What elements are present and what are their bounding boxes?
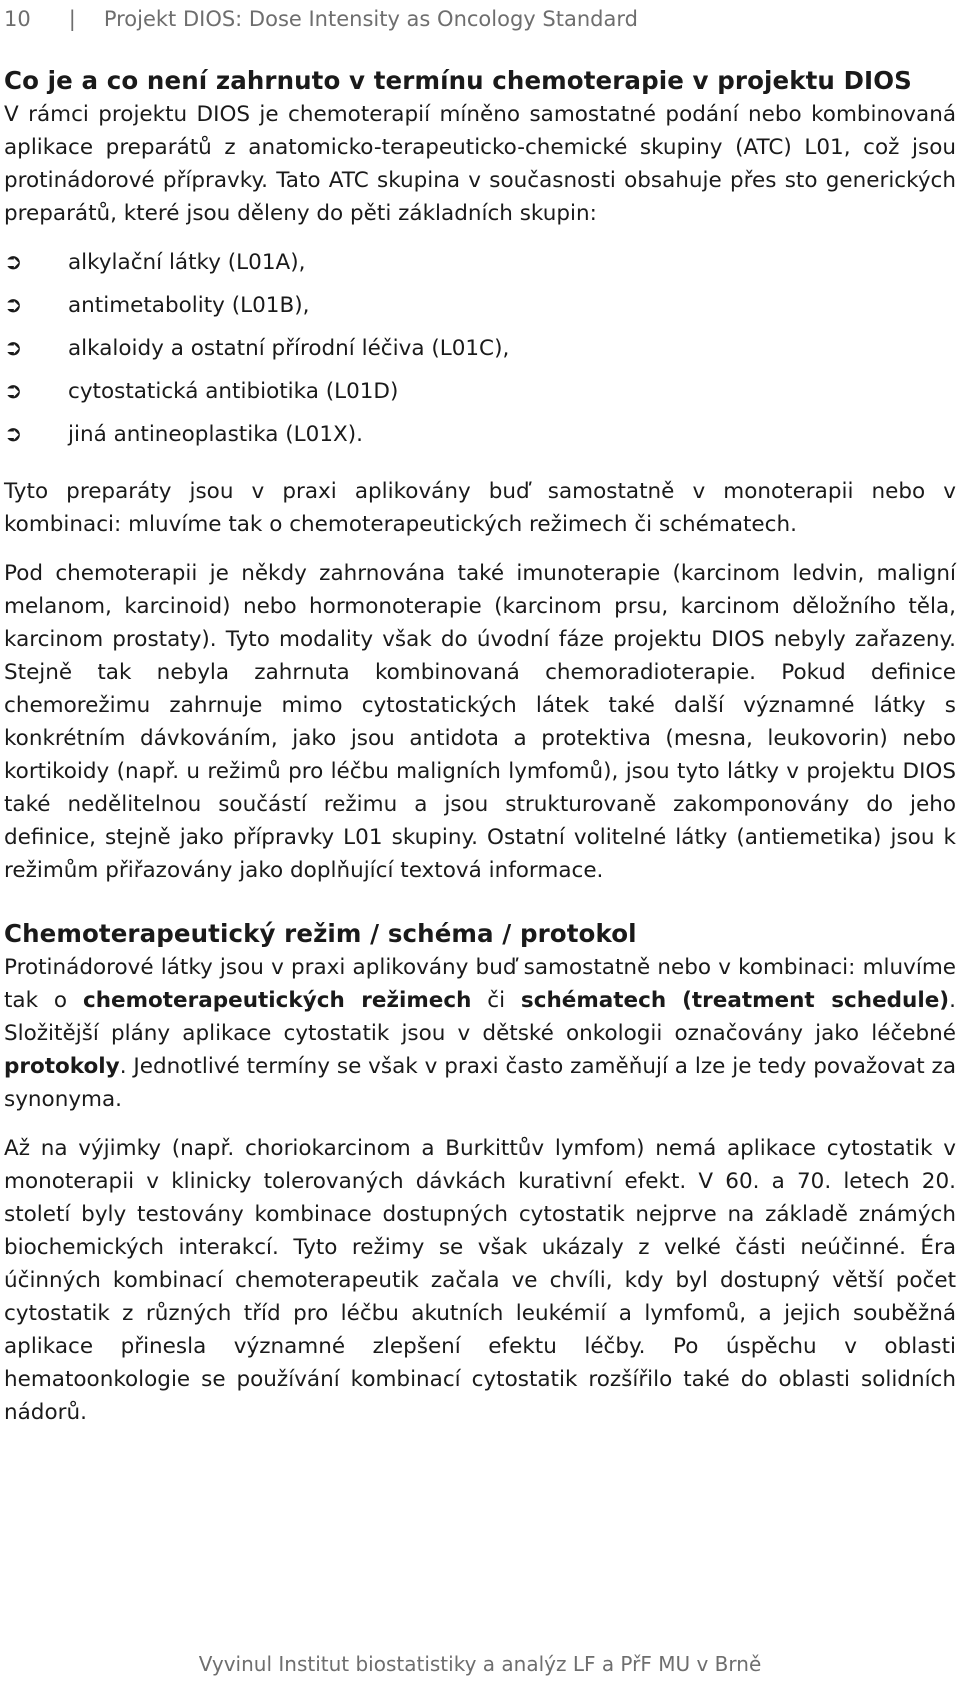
text-run: . Složitější plány aplikace cytostatik jsou v dětské onkologii označovány jako léčebné (4, 988, 956, 1046)
regimen-definition-paragraph (4, 951, 956, 1116)
list-item (4, 289, 956, 332)
term-protocols: protokoly (4, 1054, 120, 1079)
atc-group-list (4, 246, 956, 461)
list-item-label: jiná antineoplastika (L01X). (68, 422, 363, 447)
list-item (4, 375, 956, 418)
text-run: Protinádorové látky jsou v praxi aplikovány buď samostatně nebo v kombinaci: mluvíme tak o (4, 955, 956, 1013)
text-run: . Jednotlivé termíny se však v praxi často zaměňují a lze je tedy považovat za synonyma. (4, 1054, 956, 1112)
list-item-label: antimetabolity (L01B), (68, 293, 310, 318)
page-content (4, 64, 956, 1445)
arrow-right-circle-icon: ➲ (4, 422, 23, 447)
arrow-right-circle-icon: ➲ (4, 379, 23, 404)
term-treatment-schedule: (treatment schedule) (682, 988, 950, 1013)
header-separator: | (68, 7, 76, 31)
list-item (4, 418, 956, 461)
list-item (4, 332, 956, 375)
list-item-label: alkylační látky (L01A), (68, 250, 306, 275)
text-run: či (471, 988, 521, 1013)
page-number: 10 (4, 7, 31, 31)
running-title: Projekt DIOS: Dose Intensity as Oncology Standard (103, 7, 638, 31)
list-item-label: cytostatická antibiotika (L01D) (68, 379, 399, 404)
section-heading-regimen: Chemoterapeutický režim / schéma / protokol (4, 919, 637, 948)
page-footer: Vyvinul Institut biostatistiky a analýz LF a PřF MU v Brně (198, 1652, 762, 1676)
history-paragraph: Až na výjimky (např. choriokarcinom a Burkittův lymfom) nemá aplikace cytostatik v monoterapii v klinicky tolerovaných dávkách kurativní efekt. V 60. a 70. letech 20. století byly testovány kombinace dostupných cytostatik nejprve na základě známých biochemických interakcí. Tyto režimy se však ukázaly z velké části neúčinné. Éra účinných kombinací chemoterapeutik začala ve chvíli, kdy byl dostupný větší počet cytostatik z různých tříd pro léčbu akutních leukémií a lymfomů, a jejich souběžná aplikace přinesla významné zlepšení efektu léčby. Po úspěchu v oblasti hematoonkologie se používání kombinací cytostatik rozšířilo také do oblasti solidních nádorů. (4, 1136, 956, 1425)
arrow-right-circle-icon: ➲ (4, 250, 23, 275)
section-heading-chemotherapy-scope: Co je a co není zahrnuto v termínu chemoterapie v projektu DIOS (4, 66, 912, 95)
intro-paragraph: V rámci projektu DIOS je chemoterapií míněno samostatné podání nebo kombinovaná aplikace preparátů z anatomicko-terapeuticko-chemické skupiny (ATC) L01, což jsou protinádorové přípravky. Tato ATC skupina v současnosti obsahuje přes sto generických preparátů, které jsou děleny do pěti základních skupin: (4, 102, 956, 226)
immunotherapy-paragraph: Pod chemoterapii je někdy zahrnována také imunoterapie (karcinom ledvin, maligní melanom, karcinoid) nebo hormonoterapie (karcinom prsu, karcinom děložního těla, karcinom prostaty). Tyto modality však do úvodní fáze projektu DIOS nebyly zařazeny. Stejně tak nebyla zahrnuta kombinovaná chemoradioterapie. Pokud definice chemorežimu zahrnuje mimo cytostatických látek také další významné látky s konkrétním dávkováním, jako jsou antidota a protektiva (mesna, leukovorin) nebo kortikoidy (např. u režimů pro léčbu maligních lymfomů), jsou tyto látky v projektu DIOS také nedělitelnou součástí režimu a jsou strukturovaně zakomponovány do jeho definice, stejně jako přípravky L01 skupiny. Ostatní volitelné látky (antiemetika) jsou k režimům přiřazovány jako doplňující textová informace. (4, 561, 956, 883)
text-run (666, 988, 682, 1013)
monotherapy-paragraph: Tyto preparáty jsou v praxi aplikovány buď samostatně v monoterapii nebo v kombinaci: mluvíme tak o chemoterapeutických režimech či schématech. (4, 479, 956, 537)
term-chemotherapy-regimens: chemoterapeutických režimech (82, 988, 472, 1013)
arrow-right-circle-icon: ➲ (4, 336, 23, 361)
list-item-label: alkaloidy a ostatní přírodní léčiva (L01C), (68, 336, 510, 361)
running-header (4, 4, 956, 34)
list-item (4, 246, 956, 289)
arrow-right-circle-icon: ➲ (4, 293, 23, 318)
term-schemes: schématech (520, 988, 667, 1013)
